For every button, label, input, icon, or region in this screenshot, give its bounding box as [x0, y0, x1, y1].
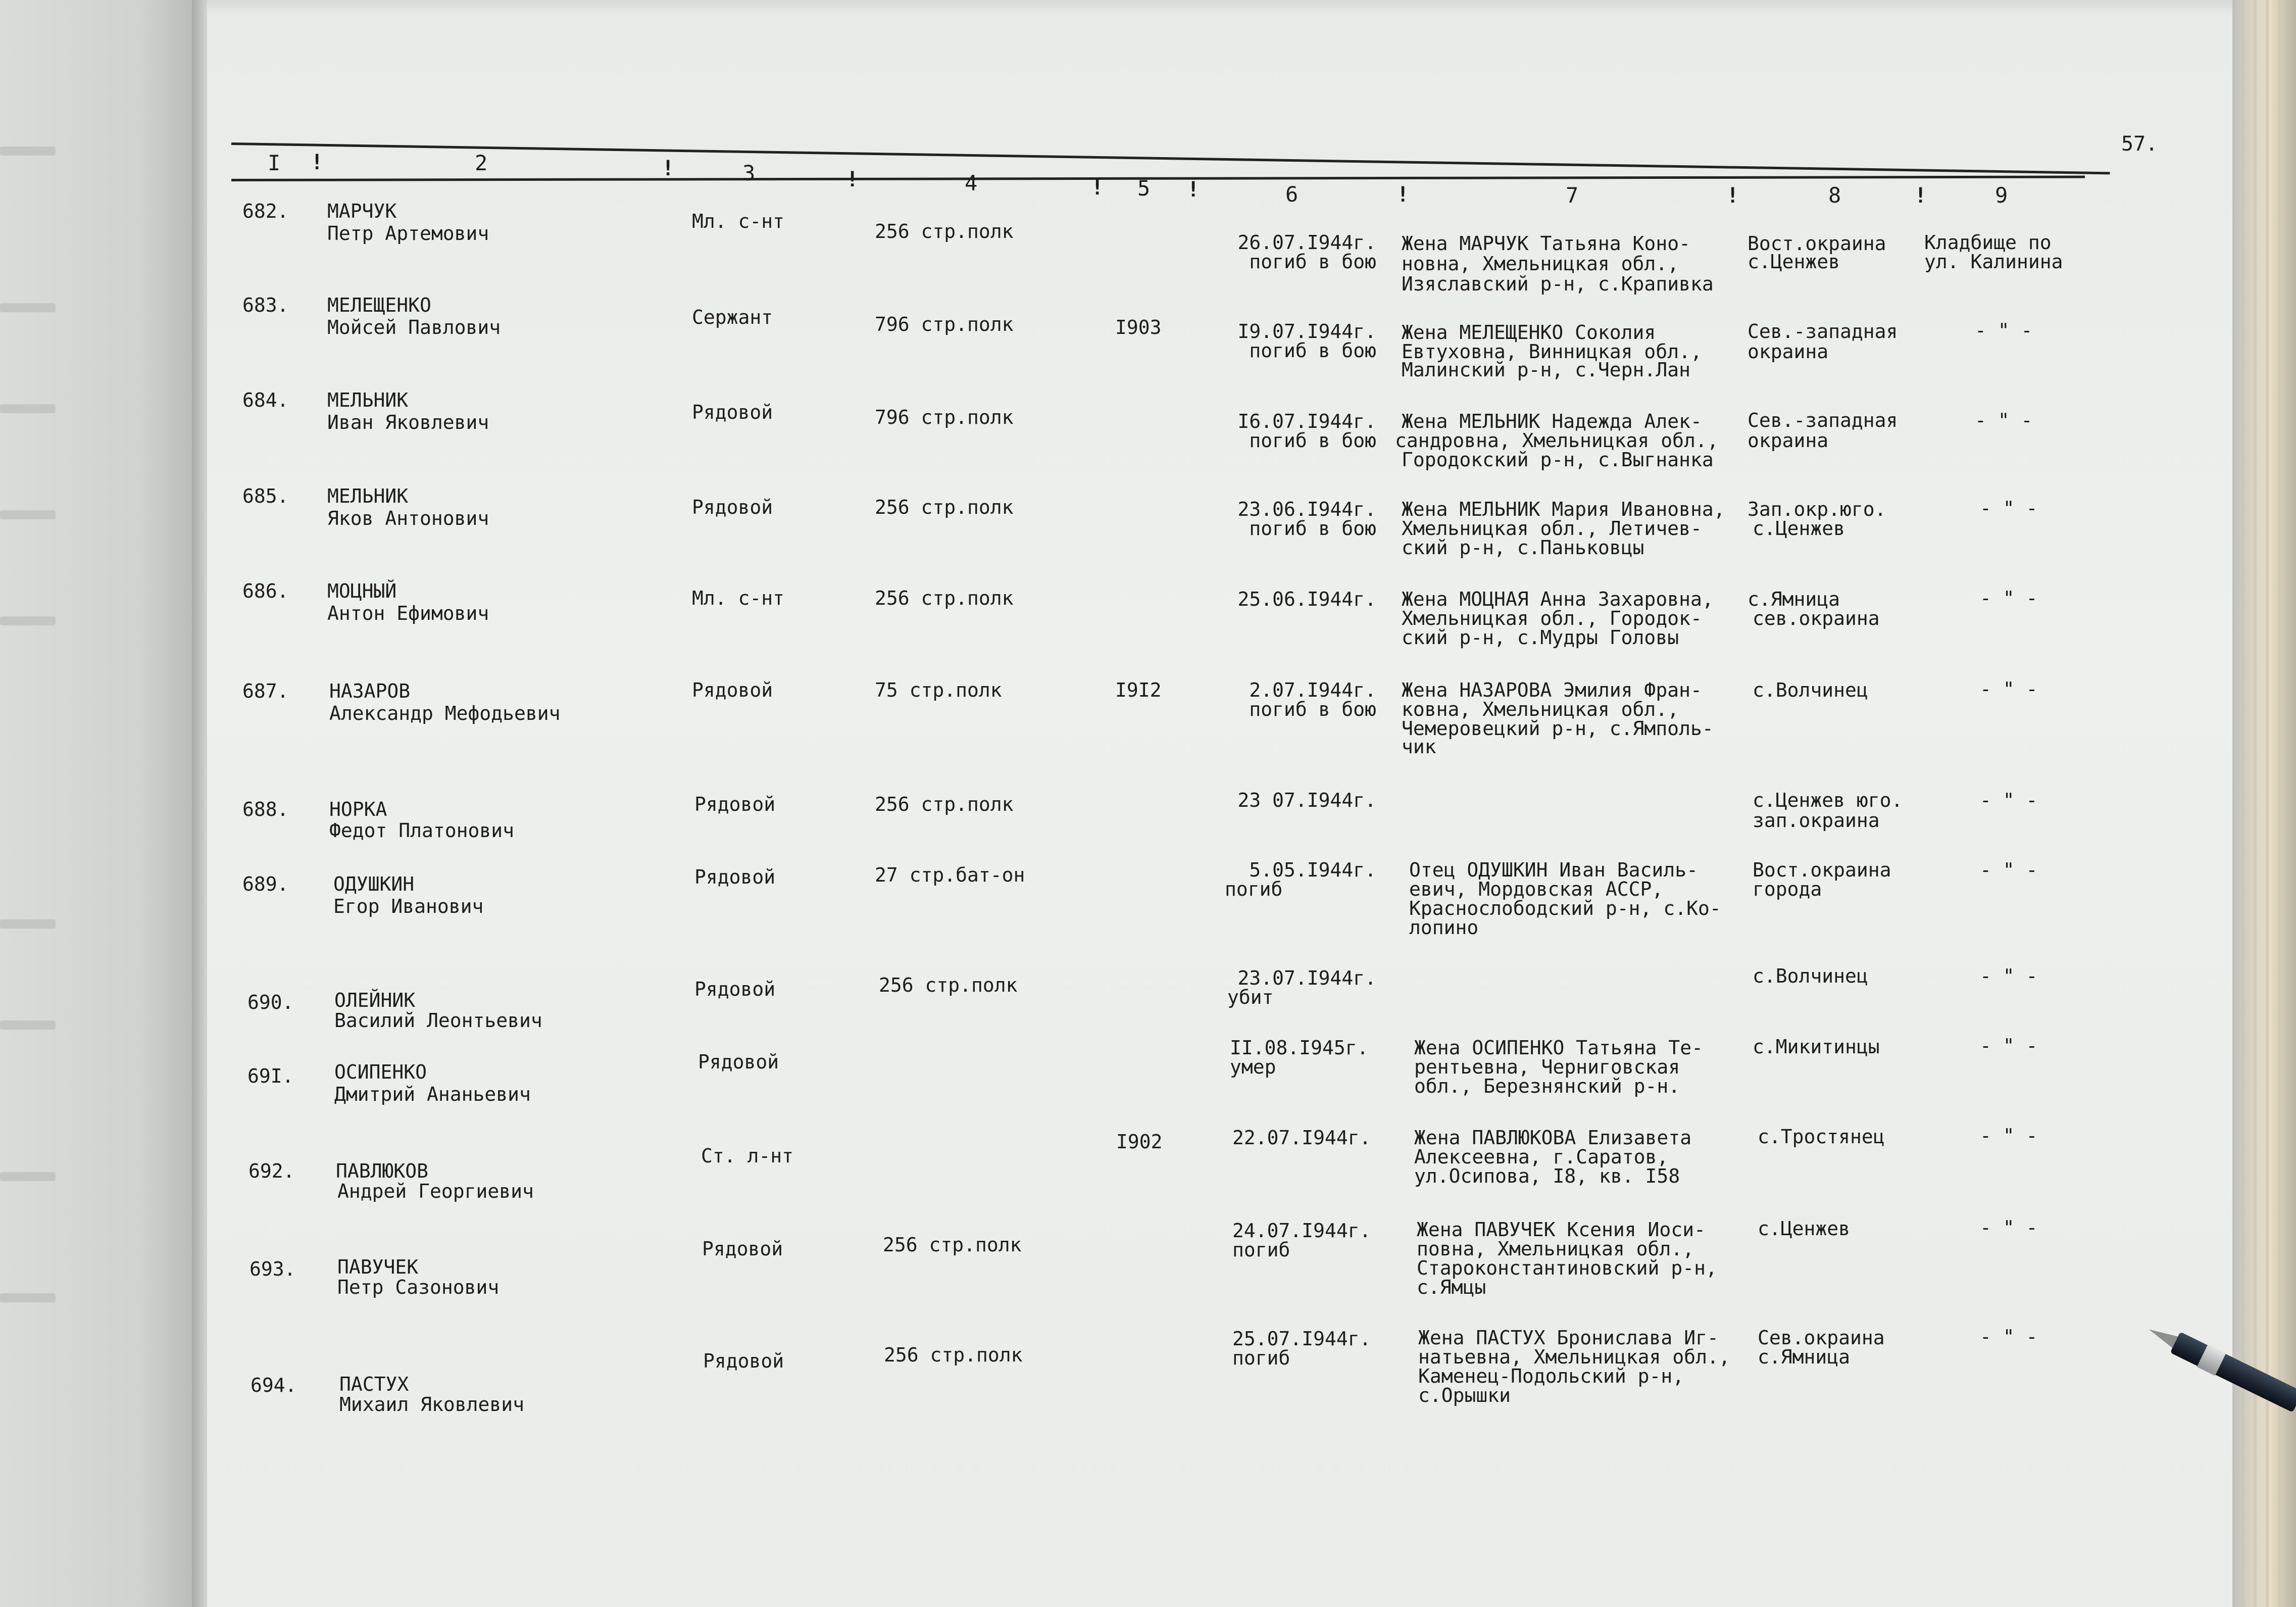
surname: МЕЛЬНИК [327, 389, 409, 411]
column-header-9: 9 [1995, 183, 2008, 208]
burial-place: Вост.окраина [1753, 859, 1891, 881]
surname: ПАВЛЮКОВ [336, 1160, 429, 1182]
relative-line: Жена МЕЛЕЩЕНКО Соколия [1402, 321, 1656, 344]
record-number: 690. [247, 991, 294, 1013]
given-names: Мойсей Павлович [327, 316, 501, 338]
cemetery: - " - [1975, 319, 2033, 342]
cemetery: - " - [1980, 1035, 2038, 1057]
death-note: погиб в бою [1249, 698, 1376, 720]
relative-line: Городокский р-н, с.Выгнанка [1402, 449, 1714, 471]
cemetery: - " - [1980, 965, 2038, 987]
column-header-5: 5 [1137, 176, 1151, 201]
death-note: погиб [1232, 1239, 1290, 1261]
surname: ПАВУЧЕК [337, 1256, 419, 1278]
left-page-edge [0, 0, 202, 1607]
unit: 256 стр.полк [879, 974, 1018, 996]
header-bottom-rule [231, 176, 2085, 181]
given-names: Андрей Георгиевич [337, 1180, 534, 1202]
surname: ОСИПЕНКО [334, 1061, 427, 1083]
burial-place: с.Ценжев [1758, 1218, 1851, 1240]
death-date: 25.06.I944г. [1237, 588, 1376, 610]
header-top-rule [231, 142, 2110, 174]
unit: 256 стр.полк [875, 587, 1014, 609]
burial-place: с.Волчинец [1753, 965, 1868, 987]
column-header-4: 4 [965, 171, 978, 196]
rank: Рядовой [694, 793, 776, 815]
relative-line: Каменец-Подольский р-н, [1418, 1365, 1684, 1387]
relative-line: новна, Хмельницкая обл., [1402, 253, 1679, 275]
relative-line: Жена ОСИПЕНКО Татьяна Те- [1414, 1037, 1703, 1059]
record-number: 683. [242, 294, 289, 316]
burial-place: Вост.окраина [1748, 232, 1886, 255]
death-date: I9.07.I944г. [1237, 320, 1376, 343]
cemetery: Кладбище по [1924, 231, 2052, 254]
relative-line: Жена МЕЛЬНИК Надежда Алек- [1402, 410, 1702, 432]
relative-line: ский р-н, с.Паньковцы [1402, 537, 1644, 559]
page-top-shadow [207, 0, 2232, 15]
record-number: 684. [242, 389, 289, 411]
relative-line: Жена МАРЧУК Татьяна Коно- [1402, 232, 1690, 255]
burial-place: города [1753, 878, 1822, 900]
surname: ПАСТУХ [339, 1373, 409, 1395]
burial-place: зап.окраина [1753, 809, 1880, 832]
record-number: 693. [249, 1258, 296, 1280]
burial-place: с.Ценжев [1753, 517, 1845, 540]
rank: Мл. с-нт [692, 210, 785, 232]
death-note: погиб в бою [1249, 429, 1376, 452]
rank: Мл. с-нт [692, 587, 785, 609]
given-names: Егор Иванович [333, 895, 484, 917]
cemetery: - " - [1980, 859, 2038, 881]
rank: Рядовой [692, 496, 773, 518]
relative-line: натьевна, Хмельницкая обл., [1418, 1346, 1730, 1368]
unit: 27 стр.бат-он [875, 864, 1025, 886]
relative-line: Краснослободский р-н, с.Ко- [1409, 897, 1721, 919]
rank: Ст. л-нт [701, 1145, 794, 1167]
record-number: 694. [251, 1374, 297, 1396]
surname: МАРЧУК [327, 200, 397, 222]
given-names: Петр Артемович [327, 222, 489, 245]
record-number: 688. [242, 798, 289, 820]
death-note: погиб в бою [1249, 517, 1376, 540]
record-number: 685. [242, 485, 289, 507]
surname: ОДУШКИН [333, 873, 415, 895]
given-names: Александр Мефодьевич [329, 702, 561, 724]
relative-line: Жена МЕЛЬНИК Мария Ивановна, [1402, 498, 1725, 520]
unit: 256 стр.полк [883, 1234, 1022, 1256]
birth-year: I902 [1116, 1131, 1163, 1153]
burial-place: сев.окраина [1753, 607, 1880, 629]
given-names: Михаил Яковлевич [339, 1393, 525, 1416]
relative-line: повна, Хмельницкая обл., [1417, 1238, 1694, 1260]
page-number: 57. [2121, 132, 2158, 156]
cemetery: - " - [1980, 678, 2038, 700]
burial-place: Сев.-западная [1748, 320, 1898, 343]
surname: МОЦНЫЙ [327, 580, 397, 602]
relative-line: Алексеевна, г.Саратов, [1414, 1146, 1669, 1168]
given-names: Антон Ефимович [327, 602, 489, 624]
burial-place: Сев.-западная [1748, 409, 1898, 431]
record-number: 686. [242, 580, 289, 602]
burial-place: с.Тростянец [1758, 1126, 1885, 1148]
relative-line: Изяславский р-н, с.Крапивка [1402, 273, 1714, 295]
column-header-1: I [268, 151, 281, 175]
rank: Рядовой [692, 679, 773, 701]
death-date: 23.06.I944г. [1237, 498, 1376, 520]
cemetery: - " - [1975, 409, 2033, 431]
death-note: погиб [1232, 1347, 1290, 1369]
rank: Рядовой [692, 401, 773, 423]
given-names: Федот Платонович [329, 819, 515, 842]
birth-year: I9I2 [1115, 679, 1162, 701]
unit: 796 стр.полк [875, 313, 1014, 335]
cemetery: - " - [1980, 1326, 2038, 1348]
rank: Рядовой [694, 978, 776, 1000]
given-names: Петр Сазонович [337, 1276, 500, 1298]
relative-line: с.Орышки [1418, 1384, 1511, 1406]
cemetery: - " - [1980, 587, 2038, 609]
column-separator: ! [1396, 182, 1410, 207]
burial-place: с.Ямница [1758, 1346, 1851, 1368]
surname: ОЛЕЙНИК [334, 989, 416, 1011]
relative-line: евич, Мордовская АССР, [1409, 878, 1664, 900]
record-number: 69I. [247, 1065, 294, 1087]
relative-line: Отец ОДУШКИН Иван Василь- [1409, 859, 1698, 881]
relative-line: обл., Березнянский р-н. [1414, 1075, 1680, 1097]
death-date: 25.07.I944г. [1232, 1328, 1371, 1350]
column-header-6: 6 [1285, 182, 1299, 207]
record-number: 689. [242, 873, 289, 895]
relative-line: Староконстантиновский р-н, [1417, 1257, 1717, 1279]
relative-line: чик [1402, 736, 1436, 758]
death-date: 22.07.I944г. [1232, 1127, 1371, 1149]
death-date: II.08.I945г. [1230, 1037, 1369, 1059]
burial-place: Зап.окр.юго. [1748, 498, 1886, 520]
relative-line: Жена ПАВУЧЕК Ксения Иоси- [1417, 1219, 1706, 1241]
column-separator: ! [1914, 183, 1927, 208]
surname: НАЗАРОВ [329, 680, 411, 702]
relative-line: Евтуховна, Винницкая обл., [1402, 340, 1702, 363]
death-date: 24.07.I944г. [1232, 1220, 1371, 1242]
cemetery: - " - [1980, 1125, 2038, 1147]
relative-line: Жена МОЦНАЯ Анна Захаровна, [1402, 588, 1714, 610]
relative-line: с.Ямцы [1417, 1276, 1486, 1298]
death-date: 5.05.I944г. [1249, 859, 1376, 881]
cemetery: ул. Калинина [1924, 251, 2063, 273]
relative-line: ул.Осипова, I8, кв. I58 [1414, 1165, 1680, 1187]
unit: 75 стр.полк [875, 679, 1002, 701]
death-note: убит [1227, 986, 1274, 1008]
death-note: умер [1230, 1056, 1276, 1078]
surname: МЕЛЬНИК [327, 485, 409, 507]
column-separator: ! [1187, 177, 1200, 202]
relative-line: Жена НАЗАРОВА Эмилия Фран- [1402, 679, 1702, 701]
relative-line: Хмельницкая обл., Летичев- [1402, 517, 1702, 540]
column-separator: ! [846, 167, 859, 191]
column-separator: ! [1091, 175, 1104, 200]
burial-place: с.Ямница [1748, 588, 1840, 610]
death-note: погиб в бою [1249, 251, 1376, 273]
column-header-8: 8 [1828, 183, 1841, 208]
burial-place: окраина [1748, 340, 1829, 363]
record-number: 692. [248, 1160, 295, 1182]
unit: 256 стр.полк [884, 1344, 1023, 1366]
unit: 256 стр.полк [875, 793, 1014, 815]
death-date: 2.07.I944г. [1249, 679, 1376, 701]
death-note: погиб [1225, 878, 1283, 900]
burial-place: с.Ценжев юго. [1753, 789, 1903, 811]
rank: Рядовой [694, 866, 776, 888]
death-note: погиб в бою [1249, 339, 1376, 362]
death-date: 23.07.I944г. [1237, 967, 1376, 989]
document-page [207, 0, 2232, 1607]
death-date: 26.07.I944г. [1237, 231, 1376, 254]
relative-line: Жена ПАСТУХ Бронислава Иг- [1418, 1327, 1719, 1349]
relative-line: ский р-н, с.Мудры Головы [1402, 626, 1679, 649]
burial-place: Сев.окраина [1758, 1327, 1885, 1349]
relative-line: Хмельницкая обл., Городок- [1402, 607, 1702, 629]
relative-line: рентьевна, Черниговская [1414, 1056, 1680, 1078]
column-header-2: 2 [475, 151, 488, 175]
relative-line: Малинский р-н, с.Черн.Лан [1402, 359, 1690, 381]
column-header-3: 3 [742, 161, 756, 185]
rank: Рядовой [698, 1051, 779, 1073]
given-names: Дмитрий Ананьевич [334, 1083, 531, 1105]
rank: Рядовой [703, 1350, 784, 1372]
burial-place: с.Ценжев [1748, 251, 1840, 273]
relative-line: Чемеровецкий р-н, с.Ямполь- [1402, 717, 1714, 740]
relative-line: Жена ПАВЛЮКОВА Елизавета [1414, 1127, 1692, 1149]
column-separator: ! [1726, 183, 1739, 208]
death-date: I6.07.I944г. [1237, 410, 1376, 432]
death-date: 23 07.I944г. [1237, 789, 1376, 811]
burial-place: с.Микитинцы [1753, 1036, 1880, 1058]
unit: 256 стр.полк [875, 496, 1014, 518]
unit: 256 стр.полк [875, 220, 1014, 242]
given-names: Василий Леонтьевич [334, 1009, 542, 1032]
cemetery: - " - [1980, 789, 2038, 811]
record-number: 682. [242, 200, 289, 222]
column-header-7: 7 [1566, 183, 1579, 208]
birth-year: I903 [1115, 316, 1162, 338]
surname: НОРКА [329, 798, 387, 820]
cemetery: - " - [1980, 1216, 2038, 1239]
relative-line: лопино [1409, 916, 1479, 939]
cemetery: - " - [1980, 497, 2038, 519]
burial-place: окраина [1748, 429, 1829, 452]
relative-line: ковна, Хмельницкая обл., [1402, 698, 1679, 720]
column-separator: ! [662, 156, 675, 180]
given-names: Яков Антонович [327, 507, 489, 529]
record-number: 687. [242, 680, 289, 702]
rank: Сержант [692, 306, 773, 328]
unit: 796 стр.полк [875, 406, 1014, 428]
given-names: Иван Яковлевич [327, 411, 489, 433]
rank: Рядовой [702, 1238, 783, 1260]
relative-line: сандровна, Хмельницкая обл., [1395, 429, 1719, 452]
surname: МЕЛЕЩЕНКО [327, 294, 431, 316]
burial-place: с.Волчинец [1753, 679, 1868, 701]
column-separator: ! [311, 150, 324, 174]
